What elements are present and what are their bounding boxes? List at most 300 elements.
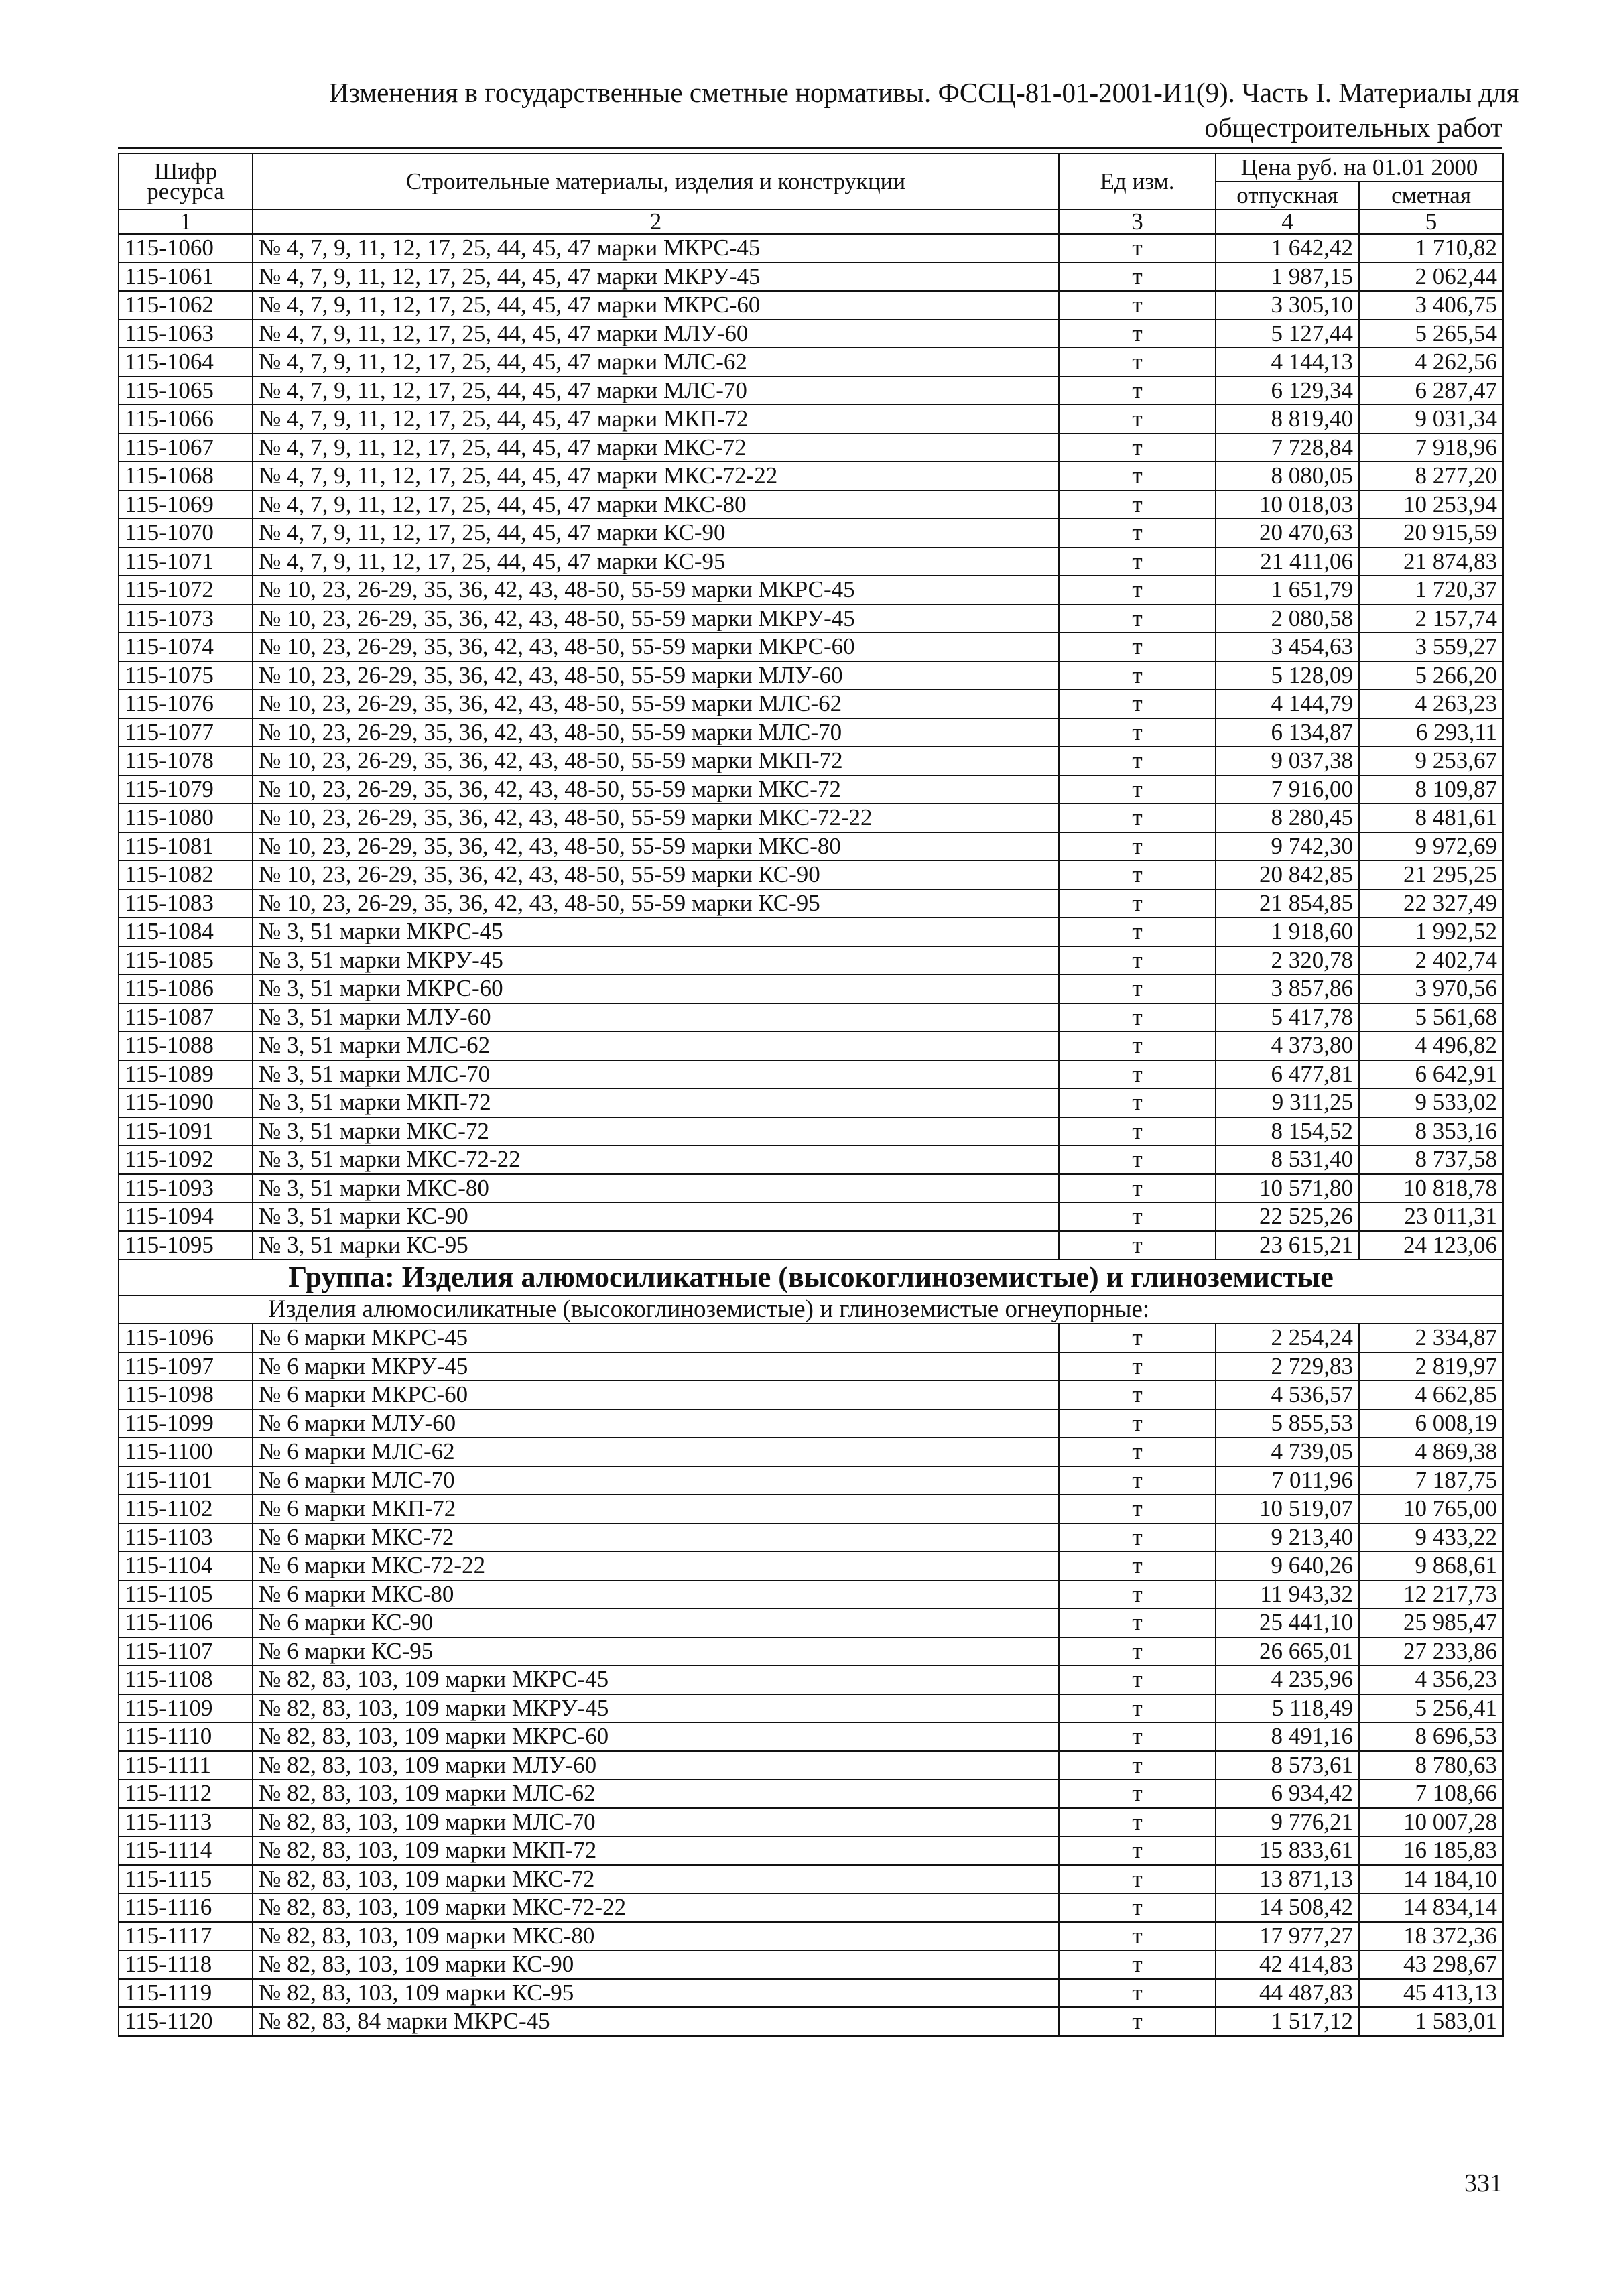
resource-code: 115-1100 — [119, 1438, 253, 1466]
release-price: 7 916,00 — [1216, 775, 1359, 804]
estimate-price: 20 915,59 — [1359, 519, 1503, 548]
unit-cell: т — [1059, 1202, 1216, 1231]
resource-code: 115-1067 — [119, 434, 253, 462]
release-price: 17 977,27 — [1216, 1922, 1359, 1951]
unit-cell: т — [1059, 747, 1216, 775]
material-name: № 82, 83, 103, 109 марки МКС-80 — [253, 1922, 1059, 1951]
estimate-price: 7 108,66 — [1359, 1779, 1503, 1808]
material-name: № 6 марки МЛУ-60 — [253, 1409, 1059, 1438]
release-price: 13 871,13 — [1216, 1865, 1359, 1894]
release-price: 9 742,30 — [1216, 832, 1359, 861]
unit-cell: т — [1059, 491, 1216, 519]
estimate-price: 12 217,73 — [1359, 1580, 1503, 1609]
release-price: 1 642,42 — [1216, 234, 1359, 263]
material-name: № 82, 83, 103, 109 марки МЛС-62 — [253, 1779, 1059, 1808]
release-price: 21 854,85 — [1216, 889, 1359, 918]
material-name: № 82, 83, 103, 109 марки МЛС-70 — [253, 1808, 1059, 1837]
resource-code: 115-1076 — [119, 690, 253, 718]
page-number: 331 — [1464, 2169, 1502, 2197]
table-row — [119, 2007, 1503, 2036]
unit-cell: т — [1059, 1145, 1216, 1174]
resource-code: 115-1080 — [119, 804, 253, 832]
release-price: 44 487,83 — [1216, 1979, 1359, 2008]
release-price: 3 454,63 — [1216, 633, 1359, 661]
table-row — [119, 519, 1503, 548]
release-price: 6 477,81 — [1216, 1060, 1359, 1089]
resource-code: 115-1119 — [119, 1979, 253, 2008]
resource-code: 115-1108 — [119, 1665, 253, 1694]
col-header-name: Строительные материалы, изделия и конструкции — [253, 153, 1059, 210]
unit-cell: т — [1059, 291, 1216, 320]
estimate-price: 3 406,75 — [1359, 291, 1503, 320]
resource-code: 115-1104 — [119, 1551, 253, 1580]
resource-code: 115-1112 — [119, 1779, 253, 1808]
resource-code: 115-1089 — [119, 1060, 253, 1089]
estimate-price: 9 433,22 — [1359, 1523, 1503, 1552]
estimate-price: 6 293,11 — [1359, 718, 1503, 747]
resource-code: 115-1117 — [119, 1922, 253, 1951]
release-price: 6 934,42 — [1216, 1779, 1359, 1808]
release-price: 9 640,26 — [1216, 1551, 1359, 1580]
resource-code: 115-1082 — [119, 860, 253, 889]
material-name: № 82, 83, 84 марки МКРС-45 — [253, 2007, 1059, 2036]
estimate-price: 8 109,87 — [1359, 775, 1503, 804]
resource-code: 115-1093 — [119, 1174, 253, 1203]
release-price: 3 857,86 — [1216, 974, 1359, 1003]
material-name: № 6 марки КС-95 — [253, 1637, 1059, 1666]
estimate-price: 9 253,67 — [1359, 747, 1503, 775]
material-name: № 3, 51 марки МКС-80 — [253, 1174, 1059, 1203]
release-price: 42 414,83 — [1216, 1950, 1359, 1979]
material-name: № 6 марки МКС-72 — [253, 1523, 1059, 1552]
resource-code: 115-1065 — [119, 377, 253, 405]
estimate-price: 4 262,56 — [1359, 348, 1503, 377]
material-name: № 82, 83, 103, 109 марки МКРУ-45 — [253, 1694, 1059, 1723]
table-body-b — [119, 1324, 1503, 2036]
table-row — [119, 718, 1503, 747]
estimate-price: 3 559,27 — [1359, 633, 1503, 661]
unit-cell: т — [1059, 917, 1216, 946]
estimate-price: 5 561,68 — [1359, 1003, 1503, 1032]
estimate-price: 5 266,20 — [1359, 661, 1503, 690]
unit-cell: т — [1059, 1836, 1216, 1865]
estimate-price: 8 696,53 — [1359, 1722, 1503, 1751]
table-row — [119, 775, 1503, 804]
resource-code: 115-1111 — [119, 1751, 253, 1780]
header-line-2: общестроительных работ — [1204, 112, 1502, 143]
release-price: 10 519,07 — [1216, 1494, 1359, 1523]
resource-code: 115-1090 — [119, 1088, 253, 1117]
resource-code: 115-1101 — [119, 1466, 253, 1495]
material-name: № 4, 7, 9, 11, 12, 17, 25, 44, 45, 47 марки КС-90 — [253, 519, 1059, 548]
release-price: 8 531,40 — [1216, 1145, 1359, 1174]
unit-cell: т — [1059, 718, 1216, 747]
material-name: № 3, 51 марки МКП-72 — [253, 1088, 1059, 1117]
release-price: 21 411,06 — [1216, 548, 1359, 576]
release-price: 4 144,13 — [1216, 348, 1359, 377]
material-name: № 10, 23, 26-29, 35, 36, 42, 43, 48-50, 55-59 марки КС-90 — [253, 860, 1059, 889]
unit-cell: т — [1059, 1438, 1216, 1466]
col-number-1: 1 — [119, 210, 253, 234]
table-row — [119, 1836, 1503, 1865]
release-price: 6 134,87 — [1216, 718, 1359, 747]
resource-code: 115-1087 — [119, 1003, 253, 1032]
table-row — [119, 1409, 1503, 1438]
unit-cell: т — [1059, 1231, 1216, 1260]
resource-code: 115-1102 — [119, 1494, 253, 1523]
table-row — [119, 1637, 1503, 1666]
material-name: № 4, 7, 9, 11, 12, 17, 25, 44, 45, 47 марки МЛС-70 — [253, 377, 1059, 405]
material-name: № 6 марки КС-90 — [253, 1608, 1059, 1637]
estimate-price: 22 327,49 — [1359, 889, 1503, 918]
col-number-2: 2 — [253, 210, 1059, 234]
material-name: № 3, 51 марки МКС-72-22 — [253, 1145, 1059, 1174]
estimate-price: 1 710,82 — [1359, 234, 1503, 263]
release-price: 25 441,10 — [1216, 1608, 1359, 1637]
release-price: 10 018,03 — [1216, 491, 1359, 519]
material-name: № 4, 7, 9, 11, 12, 17, 25, 44, 45, 47 марки МКРУ-45 — [253, 263, 1059, 292]
unit-cell: т — [1059, 1117, 1216, 1146]
estimate-price: 45 413,13 — [1359, 1979, 1503, 2008]
table-row — [119, 1117, 1503, 1146]
unit-cell: т — [1059, 405, 1216, 434]
col-number-4: 4 — [1216, 210, 1359, 234]
material-name: № 4, 7, 9, 11, 12, 17, 25, 44, 45, 47 марки МКС-72-22 — [253, 462, 1059, 491]
estimate-price: 18 372,36 — [1359, 1922, 1503, 1951]
table-row — [119, 1174, 1503, 1203]
unit-cell: т — [1059, 1551, 1216, 1580]
table-row — [119, 320, 1503, 348]
resource-code: 115-1088 — [119, 1031, 253, 1060]
material-name: № 10, 23, 26-29, 35, 36, 42, 43, 48-50, 55-59 марки МКРС-45 — [253, 576, 1059, 604]
material-name: № 6 марки МКС-80 — [253, 1580, 1059, 1609]
unit-cell: т — [1059, 775, 1216, 804]
resource-code: 115-1062 — [119, 291, 253, 320]
resource-code: 115-1105 — [119, 1580, 253, 1609]
resource-code: 115-1077 — [119, 718, 253, 747]
unit-cell: т — [1059, 1922, 1216, 1951]
table-row — [119, 1438, 1503, 1466]
table-row — [119, 1808, 1503, 1837]
release-price: 9 776,21 — [1216, 1808, 1359, 1837]
unit-cell: т — [1059, 860, 1216, 889]
resource-code: 115-1066 — [119, 405, 253, 434]
unit-cell: т — [1059, 1003, 1216, 1032]
table-row — [119, 263, 1503, 292]
unit-cell: т — [1059, 1088, 1216, 1117]
table-row — [119, 747, 1503, 775]
estimate-price: 4 496,82 — [1359, 1031, 1503, 1060]
estimate-price: 14 834,14 — [1359, 1893, 1503, 1922]
unit-cell: т — [1059, 1466, 1216, 1495]
table-body-a — [119, 234, 1503, 1259]
resource-code: 115-1073 — [119, 604, 253, 633]
resource-code: 115-1107 — [119, 1637, 253, 1666]
resource-code: 115-1116 — [119, 1893, 253, 1922]
resource-code: 115-1074 — [119, 633, 253, 661]
table-row — [119, 1060, 1503, 1089]
estimate-price: 14 184,10 — [1359, 1865, 1503, 1894]
unit-cell: т — [1059, 889, 1216, 918]
material-name: № 6 марки МКП-72 — [253, 1494, 1059, 1523]
unit-cell: т — [1059, 576, 1216, 604]
resource-code: 115-1114 — [119, 1836, 253, 1865]
unit-cell: т — [1059, 1722, 1216, 1751]
unit-cell: т — [1059, 1324, 1216, 1352]
resource-code: 115-1113 — [119, 1808, 253, 1837]
page-header — [118, 75, 1519, 145]
material-name: № 10, 23, 26-29, 35, 36, 42, 43, 48-50, 55-59 марки МКС-72-22 — [253, 804, 1059, 832]
resource-code: 115-1091 — [119, 1117, 253, 1146]
table-row — [119, 1922, 1503, 1951]
estimate-price: 2 157,74 — [1359, 604, 1503, 633]
material-name: № 10, 23, 26-29, 35, 36, 42, 43, 48-50, 55-59 марки МЛС-62 — [253, 690, 1059, 718]
resource-code: 115-1071 — [119, 548, 253, 576]
estimate-price: 5 265,54 — [1359, 320, 1503, 348]
estimate-price: 24 123,06 — [1359, 1231, 1503, 1260]
estimate-price: 1 720,37 — [1359, 576, 1503, 604]
material-name: № 3, 51 марки МКРС-60 — [253, 974, 1059, 1003]
col-header-code: Шифр ресурса — [119, 153, 253, 210]
table-row — [119, 1694, 1503, 1723]
material-name: № 82, 83, 103, 109 марки МКП-72 — [253, 1836, 1059, 1865]
col-header-release: отпускная — [1216, 182, 1359, 210]
release-price: 14 508,42 — [1216, 1893, 1359, 1922]
group-section — [119, 1259, 1503, 1324]
release-price: 7 728,84 — [1216, 434, 1359, 462]
material-name: № 3, 51 марки МЛС-70 — [253, 1060, 1059, 1089]
table-row — [119, 1779, 1503, 1808]
unit-cell: т — [1059, 377, 1216, 405]
material-name: № 3, 51 марки КС-95 — [253, 1231, 1059, 1260]
material-name: № 82, 83, 103, 109 марки МКРС-45 — [253, 1665, 1059, 1694]
table-row — [119, 1979, 1503, 2008]
estimate-price: 6 287,47 — [1359, 377, 1503, 405]
resource-code: 115-1075 — [119, 661, 253, 690]
estimate-price: 43 298,67 — [1359, 1950, 1503, 1979]
resource-code: 115-1103 — [119, 1523, 253, 1552]
unit-cell: т — [1059, 1060, 1216, 1089]
release-price: 5 127,44 — [1216, 320, 1359, 348]
estimate-price: 9 533,02 — [1359, 1088, 1503, 1117]
table-row — [119, 832, 1503, 861]
table-row — [119, 1608, 1503, 1637]
table-row — [119, 804, 1503, 832]
material-name: № 6 марки МЛС-62 — [253, 1438, 1059, 1466]
table-row — [119, 974, 1503, 1003]
resource-code: 115-1095 — [119, 1231, 253, 1260]
material-name: № 3, 51 марки МКРС-45 — [253, 917, 1059, 946]
estimate-price: 9 868,61 — [1359, 1551, 1503, 1580]
estimate-price: 8 353,16 — [1359, 1117, 1503, 1146]
resource-code: 115-1078 — [119, 747, 253, 775]
col-header-estimate: сметная — [1359, 182, 1503, 210]
estimate-price: 16 185,83 — [1359, 1836, 1503, 1865]
material-name: № 4, 7, 9, 11, 12, 17, 25, 44, 45, 47 марки МКС-80 — [253, 491, 1059, 519]
table-row — [119, 1324, 1503, 1352]
material-name: № 82, 83, 103, 109 марки МКРС-60 — [253, 1722, 1059, 1751]
material-name: № 3, 51 марки МЛС-62 — [253, 1031, 1059, 1060]
material-name: № 10, 23, 26-29, 35, 36, 42, 43, 48-50, 55-59 марки МКП-72 — [253, 747, 1059, 775]
release-price: 1 517,12 — [1216, 2007, 1359, 2036]
release-price: 11 943,32 — [1216, 1580, 1359, 1609]
estimate-price: 21 295,25 — [1359, 860, 1503, 889]
unit-cell: т — [1059, 1893, 1216, 1922]
table-row — [119, 633, 1503, 661]
release-price: 23 615,21 — [1216, 1231, 1359, 1260]
table-row — [119, 1580, 1503, 1609]
resource-code: 115-1085 — [119, 946, 253, 975]
material-name: № 10, 23, 26-29, 35, 36, 42, 43, 48-50, 55-59 марки МЛС-70 — [253, 718, 1059, 747]
estimate-price: 27 233,86 — [1359, 1637, 1503, 1666]
table-row — [119, 1202, 1503, 1231]
resource-code: 115-1083 — [119, 889, 253, 918]
resource-code: 115-1063 — [119, 320, 253, 348]
resource-code: 115-1097 — [119, 1352, 253, 1381]
release-price: 8 819,40 — [1216, 405, 1359, 434]
material-name: № 4, 7, 9, 11, 12, 17, 25, 44, 45, 47 марки МКРС-45 — [253, 234, 1059, 263]
unit-cell: т — [1059, 1580, 1216, 1609]
release-price: 6 129,34 — [1216, 377, 1359, 405]
resource-code: 115-1069 — [119, 491, 253, 519]
unit-cell: т — [1059, 1352, 1216, 1381]
estimate-price: 1 992,52 — [1359, 917, 1503, 946]
table-row — [119, 1494, 1503, 1523]
table-row — [119, 491, 1503, 519]
unit-cell: т — [1059, 1381, 1216, 1409]
table-row — [119, 1088, 1503, 1117]
table-row — [119, 1381, 1503, 1409]
table-row — [119, 1003, 1503, 1032]
col-number-3: 3 — [1059, 210, 1216, 234]
resource-code: 115-1118 — [119, 1950, 253, 1979]
resource-code: 115-1106 — [119, 1608, 253, 1637]
unit-cell: т — [1059, 548, 1216, 576]
release-price: 8 491,16 — [1216, 1722, 1359, 1751]
release-price: 1 651,79 — [1216, 576, 1359, 604]
release-price: 1 918,60 — [1216, 917, 1359, 946]
release-price: 9 311,25 — [1216, 1088, 1359, 1117]
table-row — [119, 1466, 1503, 1495]
estimate-price: 1 583,01 — [1359, 2007, 1503, 2036]
material-name: № 82, 83, 103, 109 марки МЛУ-60 — [253, 1751, 1059, 1780]
table-row — [119, 1950, 1503, 1979]
material-name: № 3, 51 марки МКС-72 — [253, 1117, 1059, 1146]
estimate-price: 2 819,97 — [1359, 1352, 1503, 1381]
release-price: 2 254,24 — [1216, 1324, 1359, 1352]
resource-code: 115-1064 — [119, 348, 253, 377]
material-name: № 10, 23, 26-29, 35, 36, 42, 43, 48-50, 55-59 марки МЛУ-60 — [253, 661, 1059, 690]
unit-cell: т — [1059, 434, 1216, 462]
table-row — [119, 434, 1503, 462]
resource-code: 115-1060 — [119, 234, 253, 263]
material-name: № 3, 51 марки МЛУ-60 — [253, 1003, 1059, 1032]
group-title: Группа: Изделия алюмосиликатные (высокоглиноземистые) и глиноземистые — [119, 1259, 1503, 1295]
material-name: № 4, 7, 9, 11, 12, 17, 25, 44, 45, 47 марки МКС-72 — [253, 434, 1059, 462]
estimate-price: 7 918,96 — [1359, 434, 1503, 462]
resource-code: 115-1099 — [119, 1409, 253, 1438]
unit-cell: т — [1059, 2007, 1216, 2036]
release-price: 20 470,63 — [1216, 519, 1359, 548]
unit-cell: т — [1059, 320, 1216, 348]
table-row — [119, 1751, 1503, 1780]
material-name: № 3, 51 марки КС-90 — [253, 1202, 1059, 1231]
unit-cell: т — [1059, 462, 1216, 491]
estimate-price: 8 481,61 — [1359, 804, 1503, 832]
resource-code: 115-1096 — [119, 1324, 253, 1352]
unit-cell: т — [1059, 1665, 1216, 1694]
release-price: 8 154,52 — [1216, 1117, 1359, 1146]
table-row — [119, 548, 1503, 576]
material-name: № 6 марки МКРС-45 — [253, 1324, 1059, 1352]
unit-cell: т — [1059, 974, 1216, 1003]
material-name: № 6 марки МЛС-70 — [253, 1466, 1059, 1495]
estimate-price: 8 780,63 — [1359, 1751, 1503, 1780]
unit-cell: т — [1059, 1523, 1216, 1552]
material-name: № 4, 7, 9, 11, 12, 17, 25, 44, 45, 47 марки МЛУ-60 — [253, 320, 1059, 348]
table-row — [119, 1893, 1503, 1922]
table-row — [119, 1865, 1503, 1894]
col-header-price: Цена руб. на 01.01 2000 — [1216, 153, 1503, 182]
release-price: 5 128,09 — [1216, 661, 1359, 690]
table-row — [119, 462, 1503, 491]
material-name: № 4, 7, 9, 11, 12, 17, 25, 44, 45, 47 марки КС-95 — [253, 548, 1059, 576]
resource-code: 115-1094 — [119, 1202, 253, 1231]
price-table — [118, 153, 1504, 2037]
unit-cell: т — [1059, 519, 1216, 548]
unit-cell: т — [1059, 946, 1216, 975]
unit-cell: т — [1059, 1409, 1216, 1438]
material-name: № 10, 23, 26-29, 35, 36, 42, 43, 48-50, 55-59 марки МКРУ-45 — [253, 604, 1059, 633]
material-name: № 6 марки МКС-72-22 — [253, 1551, 1059, 1580]
release-price: 5 118,49 — [1216, 1694, 1359, 1723]
table-row — [119, 1665, 1503, 1694]
table-row — [119, 405, 1503, 434]
resource-code: 115-1092 — [119, 1145, 253, 1174]
resource-code: 115-1098 — [119, 1381, 253, 1409]
material-name: № 6 марки МКРС-60 — [253, 1381, 1059, 1409]
unit-cell: т — [1059, 804, 1216, 832]
unit-cell: т — [1059, 832, 1216, 861]
unit-cell: т — [1059, 263, 1216, 292]
material-name: № 82, 83, 103, 109 марки МКС-72-22 — [253, 1893, 1059, 1922]
table-row — [119, 1352, 1503, 1381]
estimate-price: 10 818,78 — [1359, 1174, 1503, 1203]
table-row — [119, 291, 1503, 320]
unit-cell: т — [1059, 234, 1216, 263]
estimate-price: 3 970,56 — [1359, 974, 1503, 1003]
unit-cell: т — [1059, 1494, 1216, 1523]
material-name: № 10, 23, 26-29, 35, 36, 42, 43, 48-50, 55-59 марки МКС-80 — [253, 832, 1059, 861]
release-price: 9 037,38 — [1216, 747, 1359, 775]
resource-code: 115-1120 — [119, 2007, 253, 2036]
resource-code: 115-1115 — [119, 1865, 253, 1894]
estimate-price: 6 008,19 — [1359, 1409, 1503, 1438]
estimate-price: 10 253,94 — [1359, 491, 1503, 519]
col-header-unit: Ед изм. — [1059, 153, 1216, 210]
unit-cell: т — [1059, 1174, 1216, 1203]
estimate-price: 10 765,00 — [1359, 1494, 1503, 1523]
table-row — [119, 946, 1503, 975]
release-price: 4 235,96 — [1216, 1665, 1359, 1694]
release-price: 5 855,53 — [1216, 1409, 1359, 1438]
estimate-price: 10 007,28 — [1359, 1808, 1503, 1837]
unit-cell: т — [1059, 1637, 1216, 1666]
table-row — [119, 348, 1503, 377]
table-row — [119, 661, 1503, 690]
estimate-price: 21 874,83 — [1359, 548, 1503, 576]
estimate-price: 6 642,91 — [1359, 1060, 1503, 1089]
